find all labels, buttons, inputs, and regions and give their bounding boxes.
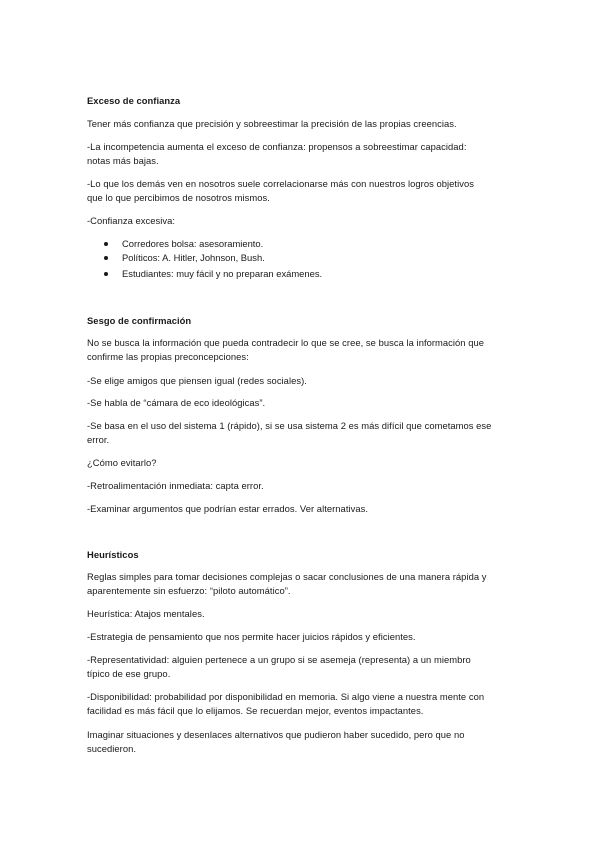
- paragraph-line: Imaginar situaciones y desenlaces alternativos que pudieron haber sucedido, pero que no: [87, 729, 465, 740]
- paragraph-line: No se busca la información que pueda contradecir lo que se cree, se busca la información que: [87, 337, 485, 348]
- paragraph-line: -Estrategia de pensamiento que nos permite hacer juicios rápidos y eficientes.: [87, 631, 416, 642]
- paragraph-line: que lo que percibimos de nosotros mismos.: [87, 192, 270, 203]
- paragraph-line: error.: [87, 434, 110, 445]
- paragraph-line: típico de ese grupo.: [87, 668, 171, 679]
- paragraph-line: aparentemente sin esfuerzo: “piloto automático”.: [87, 585, 291, 596]
- paragraph-line: -Examinar argumentos que podrían estar errados. Ver alternativas.: [87, 503, 368, 514]
- list-item: Políticos: A. Hitler, Johnson, Bush.: [122, 252, 265, 263]
- paragraph-line: -Retroalimentación inmediata: capta error.: [87, 480, 264, 491]
- bullet-icon: [104, 242, 108, 246]
- paragraph-line: -Lo que los demás ven en nosotros suele correlacionarse más con nuestros logros objetivos: [87, 178, 474, 189]
- paragraph-line: confirme las propias preconcepciones:: [87, 351, 249, 362]
- paragraph-line: -Se basa en el uso del sistema 1 (rápido), si se usa sistema 2 es más difícil que cometamos ese: [87, 420, 492, 431]
- section-heading-exceso: Exceso de confianza: [87, 95, 181, 106]
- bullet-icon: [104, 256, 108, 260]
- section-heading-heuristicos: Heurísticos: [87, 549, 139, 560]
- list-item: Corredores bolsa: asesoramiento.: [122, 238, 264, 249]
- section-heading-sesgo: Sesgo de confirmación: [87, 315, 192, 326]
- paragraph-line: facilidad es más fácil que lo elijamos. Se recuerdan mejor, eventos impactantes.: [87, 705, 424, 716]
- paragraph-line: notas más bajas.: [87, 155, 159, 166]
- list-item: Estudiantes: muy fácil y no preparan exámenes.: [122, 268, 323, 279]
- paragraph-line: Tener más confianza que precisión y sobreestimar la precisión de las propias creencias.: [87, 118, 457, 129]
- paragraph-line: -La incompetencia aumenta el exceso de confianza: propensos a sobreestimar capacidad:: [87, 141, 467, 152]
- paragraph-line: sucedieron.: [87, 743, 137, 754]
- paragraph-line: -Se elige amigos que piensen igual (redes sociales).: [87, 375, 307, 386]
- paragraph-line: ¿Cómo evitarlo?: [87, 457, 157, 468]
- paragraph-line: -Se habla de “cámara de eco ideológicas”.: [87, 397, 266, 408]
- paragraph-line: -Representatividad: alguien pertenece a un grupo si se asemeja (representa) a un miembro: [87, 654, 471, 665]
- paragraph-line: -Disponibilidad: probabilidad por disponibilidad en memoria. Si algo viene a nuestra mente con: [87, 691, 485, 702]
- bullet-icon: [104, 272, 108, 276]
- paragraph-line: Heurística: Atajos mentales.: [87, 608, 205, 619]
- paragraph-line: -Confianza excesiva:: [87, 215, 176, 226]
- paragraph-line: Reglas simples para tomar decisiones complejas o sacar conclusiones de una manera rápida y: [87, 571, 487, 582]
